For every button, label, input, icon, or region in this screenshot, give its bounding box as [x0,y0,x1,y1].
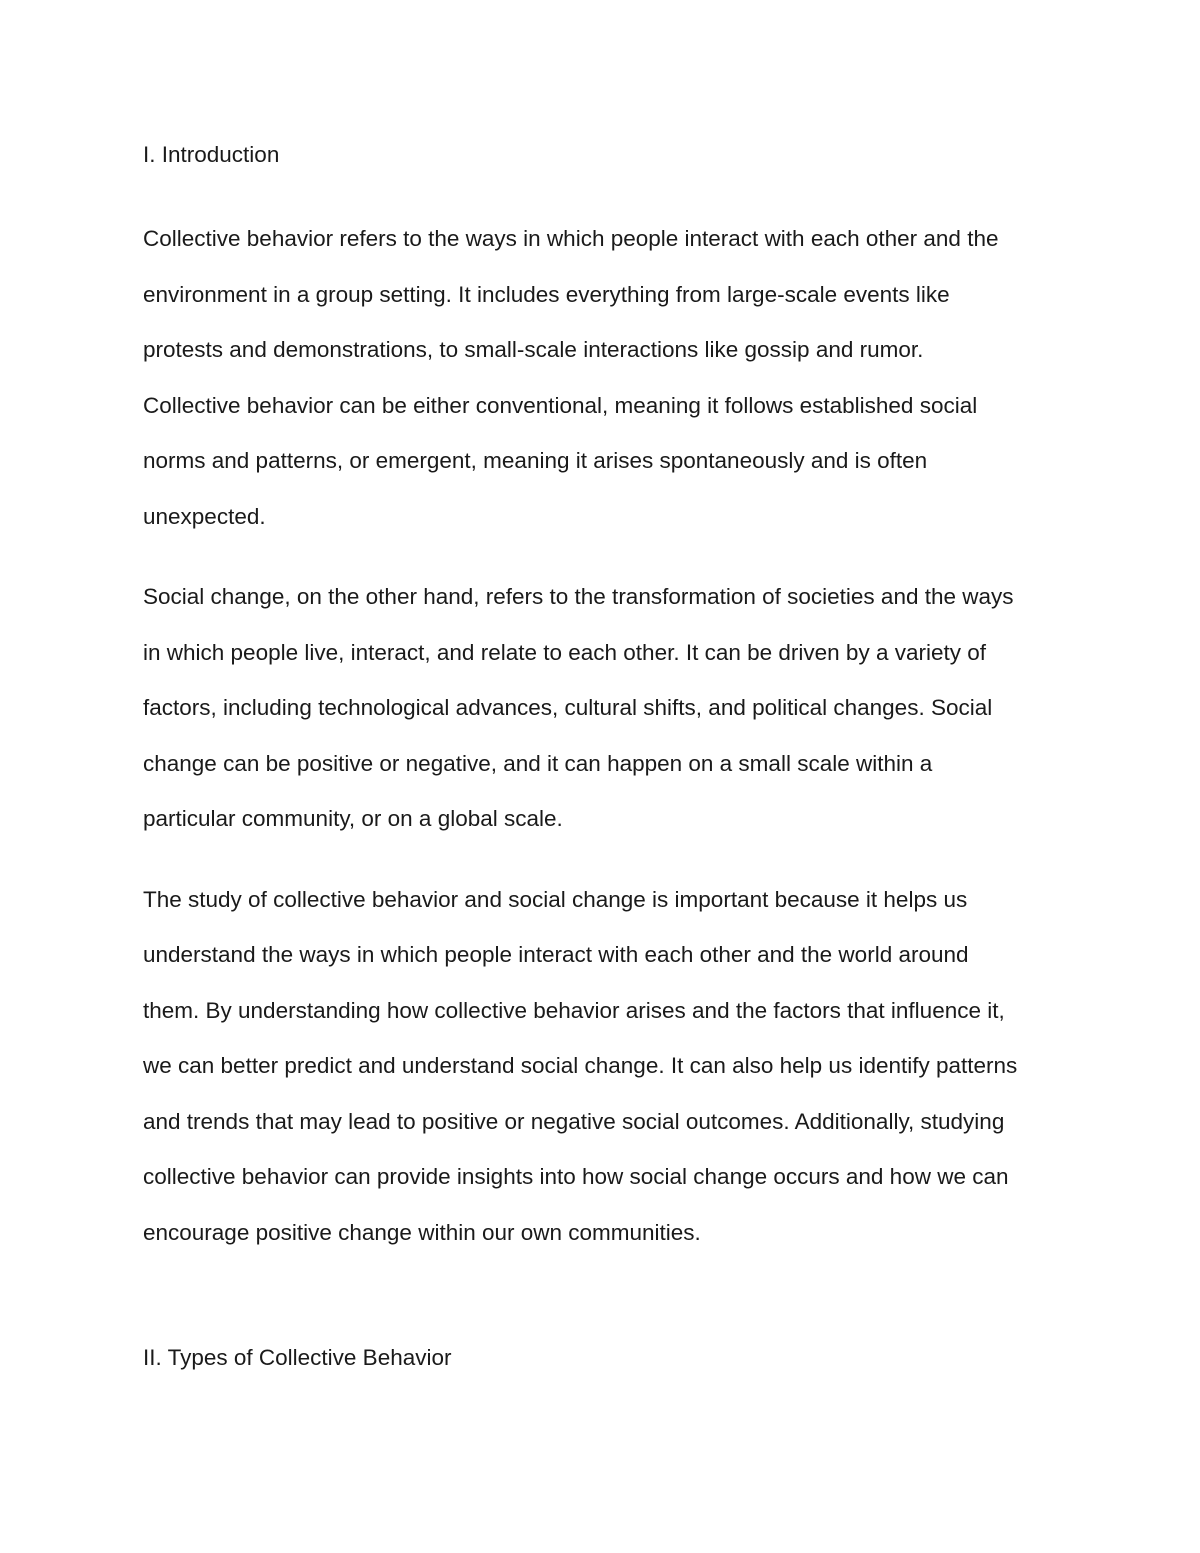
text-line: change can be positive or negative, and it can happen on a small scale within a [143,750,933,776]
text-line: we can better predict and understand social change. It can also help us identify patterns [143,1053,1018,1078]
text-line: and trends that may lead to positive or negative social outcomes. Additionally, studying [143,1108,1005,1134]
text-line: unexpected. [143,503,266,529]
paragraph-study-importance [143,872,1083,1261]
text-line: understand the ways in which people interact with each other and the world around [143,942,969,967]
text-line: The study of collective behavior and social change is important because it helps us [143,886,968,912]
section-heading-introduction: I. Introduction [143,142,280,167]
text-line: Collective behavior can be either conventional, meaning it follows established social [143,392,978,418]
document-body [143,140,1083,1373]
text-line: environment in a group setting. It includes everything from large-scale events like [143,281,950,307]
text-line: them. By understanding how collective behavior arises and the factors that influence it, [143,997,1005,1023]
text-line: Social change, on the other hand, refers to the transformation of societies and the ways [143,584,1014,609]
text-line: in which people live, interact, and relate to each other. It can be driven by a variety of [143,639,986,665]
text-line: norms and patterns, or emergent, meaning it arises spontaneously and is often [143,448,928,473]
section-heading-types: II. Types of Collective Behavior [143,1345,452,1370]
text-line: protests and demonstrations, to small-scale interactions like gossip and rumor. [143,337,924,362]
paragraph-collective-behavior [143,211,1083,544]
text-line: collective behavior can provide insights into how social change occurs and how we can [143,1164,1009,1189]
paragraph-social-change [143,569,1083,847]
text-line: particular community, or on a global scale. [143,806,563,831]
text-line: Collective behavior refers to the ways in which people interact with each other and the [143,226,999,251]
text-line: encourage positive change within our own communities. [143,1219,701,1245]
text-line: factors, including technological advances, cultural shifts, and political changes. Social [143,695,993,720]
